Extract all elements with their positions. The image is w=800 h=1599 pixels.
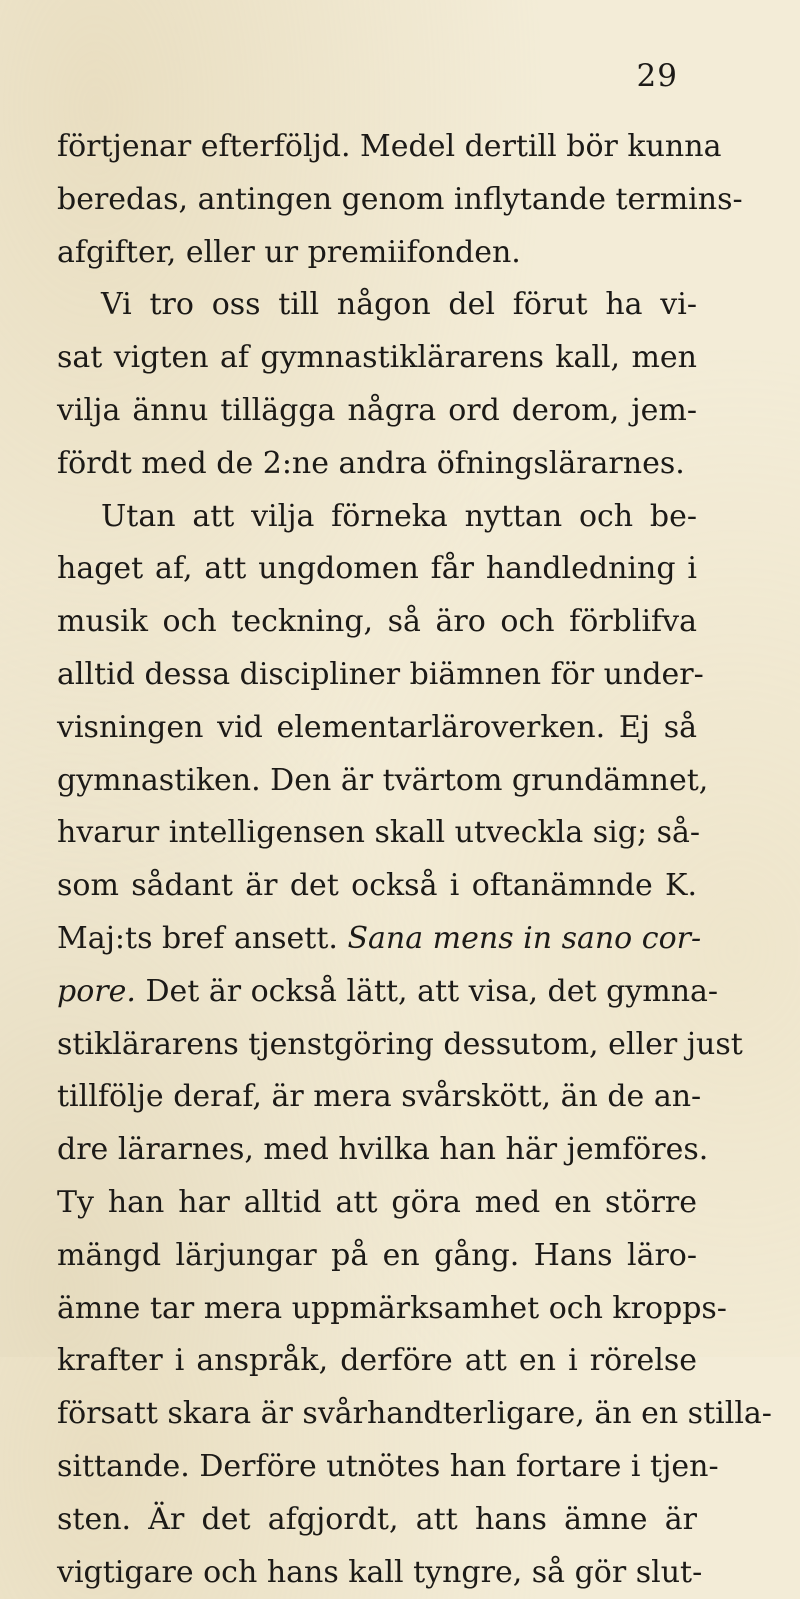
text-line: som sådant är det också i oftanämnde K. [57, 868, 697, 904]
latin-quote: Sana mens in sano cor- [347, 920, 702, 956]
text-line: visningen vid elementarläroverken. Ej så [57, 709, 697, 745]
paragraph-start-line: Utan att vilja förneka nyttan och be- [101, 498, 697, 534]
text-line-with-latin [57, 966, 719, 1019]
text-run: Det är också lätt, att visa, det gymna- [135, 973, 719, 1009]
text-line: fördt med de 2:ne andra öfningslärarnes. [57, 445, 685, 481]
text-line: afgifter, eller ur premiifonden. [57, 234, 521, 270]
text-line: gymnastiken. Den är tvärtom grundämnet, [57, 762, 709, 798]
text-line: vigtigare och hans kall tyngre, så gör slut- [57, 1554, 703, 1590]
text-line: tillfölje deraf, är mera svårskött, än de an- [57, 1079, 702, 1115]
text-line-with-latin [57, 913, 702, 966]
text-line: sten. Är det afgjordt, att hans ämne är [57, 1501, 697, 1537]
text-line: ämne tar mera uppmärksamhet och kropps- [57, 1290, 727, 1326]
body-text [57, 121, 772, 1599]
text-line: förtjenar efterföljd. Medel dertill bör kunna [57, 129, 722, 164]
text-line: musik och teckning, så äro och förblifva [57, 604, 697, 640]
text-line: dre lärarnes, med hvilka han här jemföres. [57, 1132, 709, 1168]
latin-quote: pore. [57, 973, 136, 1009]
text-line: haget af, att ungdomen får handledning i [57, 551, 697, 587]
text-line: Ty han har alltid att göra med en större [57, 1184, 697, 1220]
text-line: försatt skara är svårhandterligare, än en stilla- [57, 1396, 772, 1432]
text-line: sat vigten af gymnastiklärarens kall, men [57, 340, 697, 376]
paragraph-start-line: Vi tro oss till någon del förut ha vi- [101, 287, 697, 323]
text-line: alltid dessa discipliner biämnen för under- [57, 656, 704, 692]
text-line: krafter i anspråk, derföre att en i rörelse [57, 1343, 697, 1379]
text-line: mängd lärjungar på en gång. Hans läro- [57, 1237, 697, 1273]
text-run: Maj:ts bref ansett. [57, 920, 348, 956]
text-line: sittande. Derföre utnötes han fortare i tjen- [57, 1448, 719, 1484]
text-line: stiklärarens tjenstgöring dessutom, eller just [57, 1026, 743, 1062]
text-line: vilja ännu tillägga några ord derom, jem- [57, 392, 697, 428]
text-line: beredas, antingen genom inflytande termins- [57, 181, 743, 217]
text-line: hvarur intelligensen skall utveckla sig; så- [57, 815, 701, 851]
page-number: 29 [636, 58, 678, 94]
